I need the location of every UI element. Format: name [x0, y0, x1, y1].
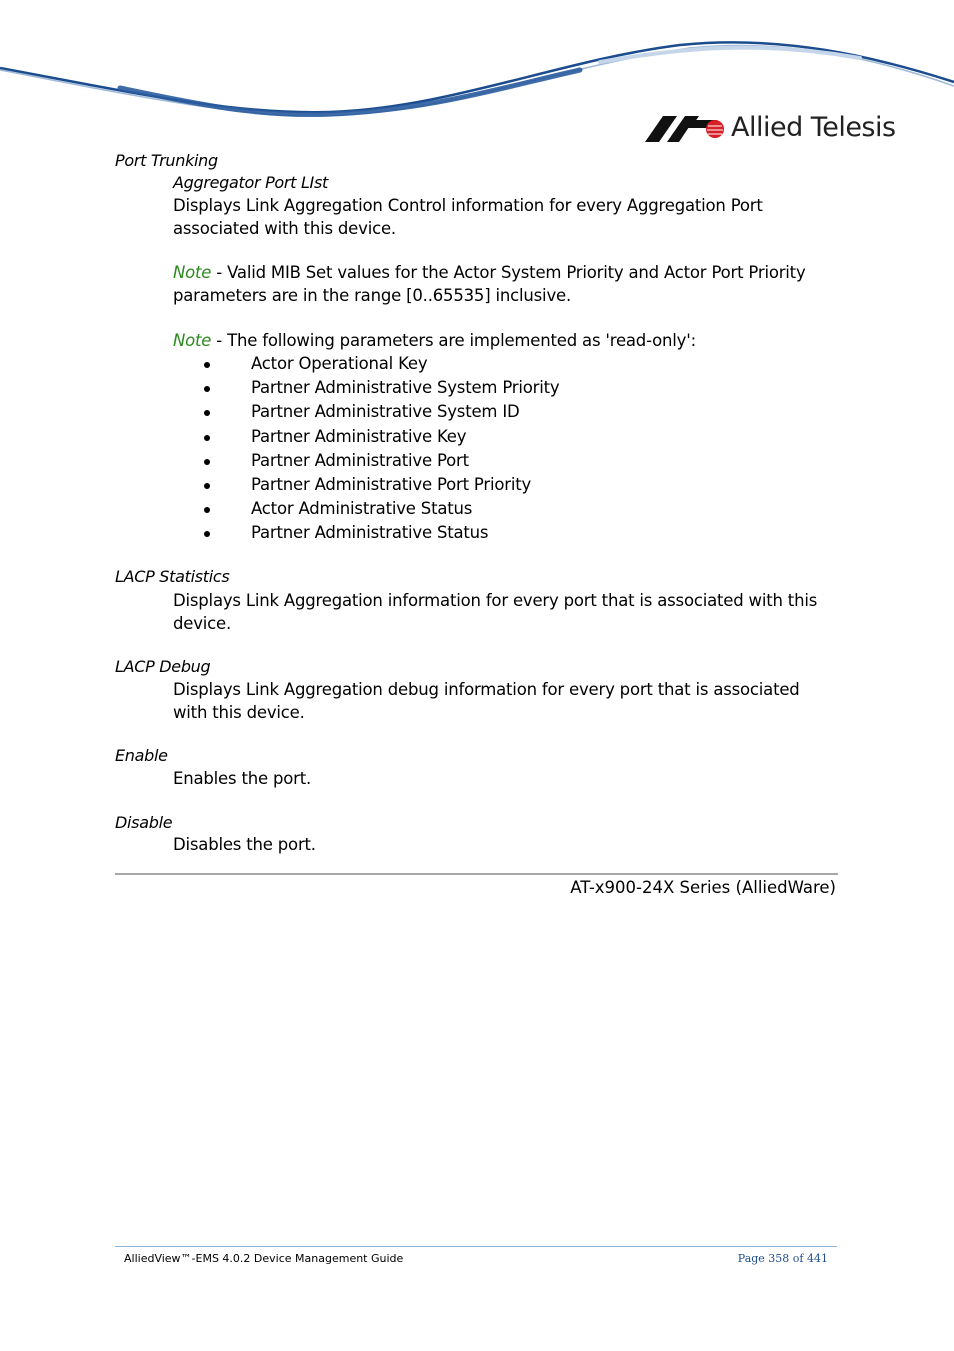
- bullet-icon: [204, 531, 210, 537]
- list-item: Partner Administrative System Priority: [200, 376, 559, 400]
- series-label: AT-x900-24X Series (AlliedWare): [570, 878, 836, 897]
- section-heading-port-trunking: Port Trunking: [115, 151, 218, 170]
- allied-telesis-logo: [645, 108, 896, 148]
- section-heading-lacp-debug: LACP Debug: [115, 657, 211, 676]
- bullet-icon: [204, 459, 210, 465]
- enable-description: Enables the port.: [173, 769, 312, 788]
- list-item: Actor Operational Key: [200, 352, 559, 376]
- subsection-heading-aggregator-port-list: Aggregator Port LIst: [173, 173, 328, 192]
- lacp-statistics-description: Displays Link Aggregation information for every port that is associated with this device.: [173, 591, 818, 633]
- bullet-icon: [204, 435, 210, 441]
- bullet-icon: [204, 362, 210, 368]
- section-heading-disable: Disable: [115, 813, 173, 832]
- read-only-parameter-list: [200, 352, 559, 546]
- note-label: Note: [173, 263, 212, 282]
- aggregator-description: Displays Link Aggregation Control information for every Aggregation Port associated with this device.: [173, 196, 763, 238]
- footer-guide-title: AlliedView™-EMS 4.0.2 Device Management Guide: [124, 1252, 404, 1265]
- section-divider: [115, 873, 838, 875]
- logo-wordmark: Allied Telesis: [731, 112, 896, 143]
- bullet-icon: [204, 386, 210, 392]
- list-item: Actor Administrative Status: [200, 497, 559, 521]
- list-item: Partner Administrative Key: [200, 425, 559, 449]
- note-text: - Valid MIB Set values for the Actor System Priority and Actor Port Priority parameters are in the range [0..65535] inclusive.: [173, 263, 806, 305]
- disable-description: Disables the port.: [173, 835, 316, 854]
- list-item: Partner Administrative Port: [200, 449, 559, 473]
- lacp-debug-description: Displays Link Aggregation debug information for every port that is associated with this device.: [173, 680, 800, 722]
- list-item: Partner Administrative System ID: [200, 400, 559, 424]
- list-item: Partner Administrative Port Priority: [200, 473, 559, 497]
- allied-telesis-logo-mark-icon: [645, 114, 725, 142]
- note-label: Note: [173, 331, 212, 350]
- footer-page-number: Page 358 of 441: [737, 1252, 828, 1265]
- note-mib-set-values: [173, 262, 833, 307]
- footer-divider: [115, 1246, 837, 1247]
- bullet-icon: [204, 483, 210, 489]
- section-heading-lacp-statistics: LACP Statistics: [115, 567, 230, 586]
- section-heading-enable: Enable: [115, 746, 168, 765]
- bullet-icon: [204, 410, 210, 416]
- list-item: Partner Administrative Status: [200, 521, 559, 545]
- note-read-only: [173, 330, 833, 353]
- note-text: - The following parameters are implemented as 'read-only':: [211, 331, 696, 350]
- bullet-icon: [204, 507, 210, 513]
